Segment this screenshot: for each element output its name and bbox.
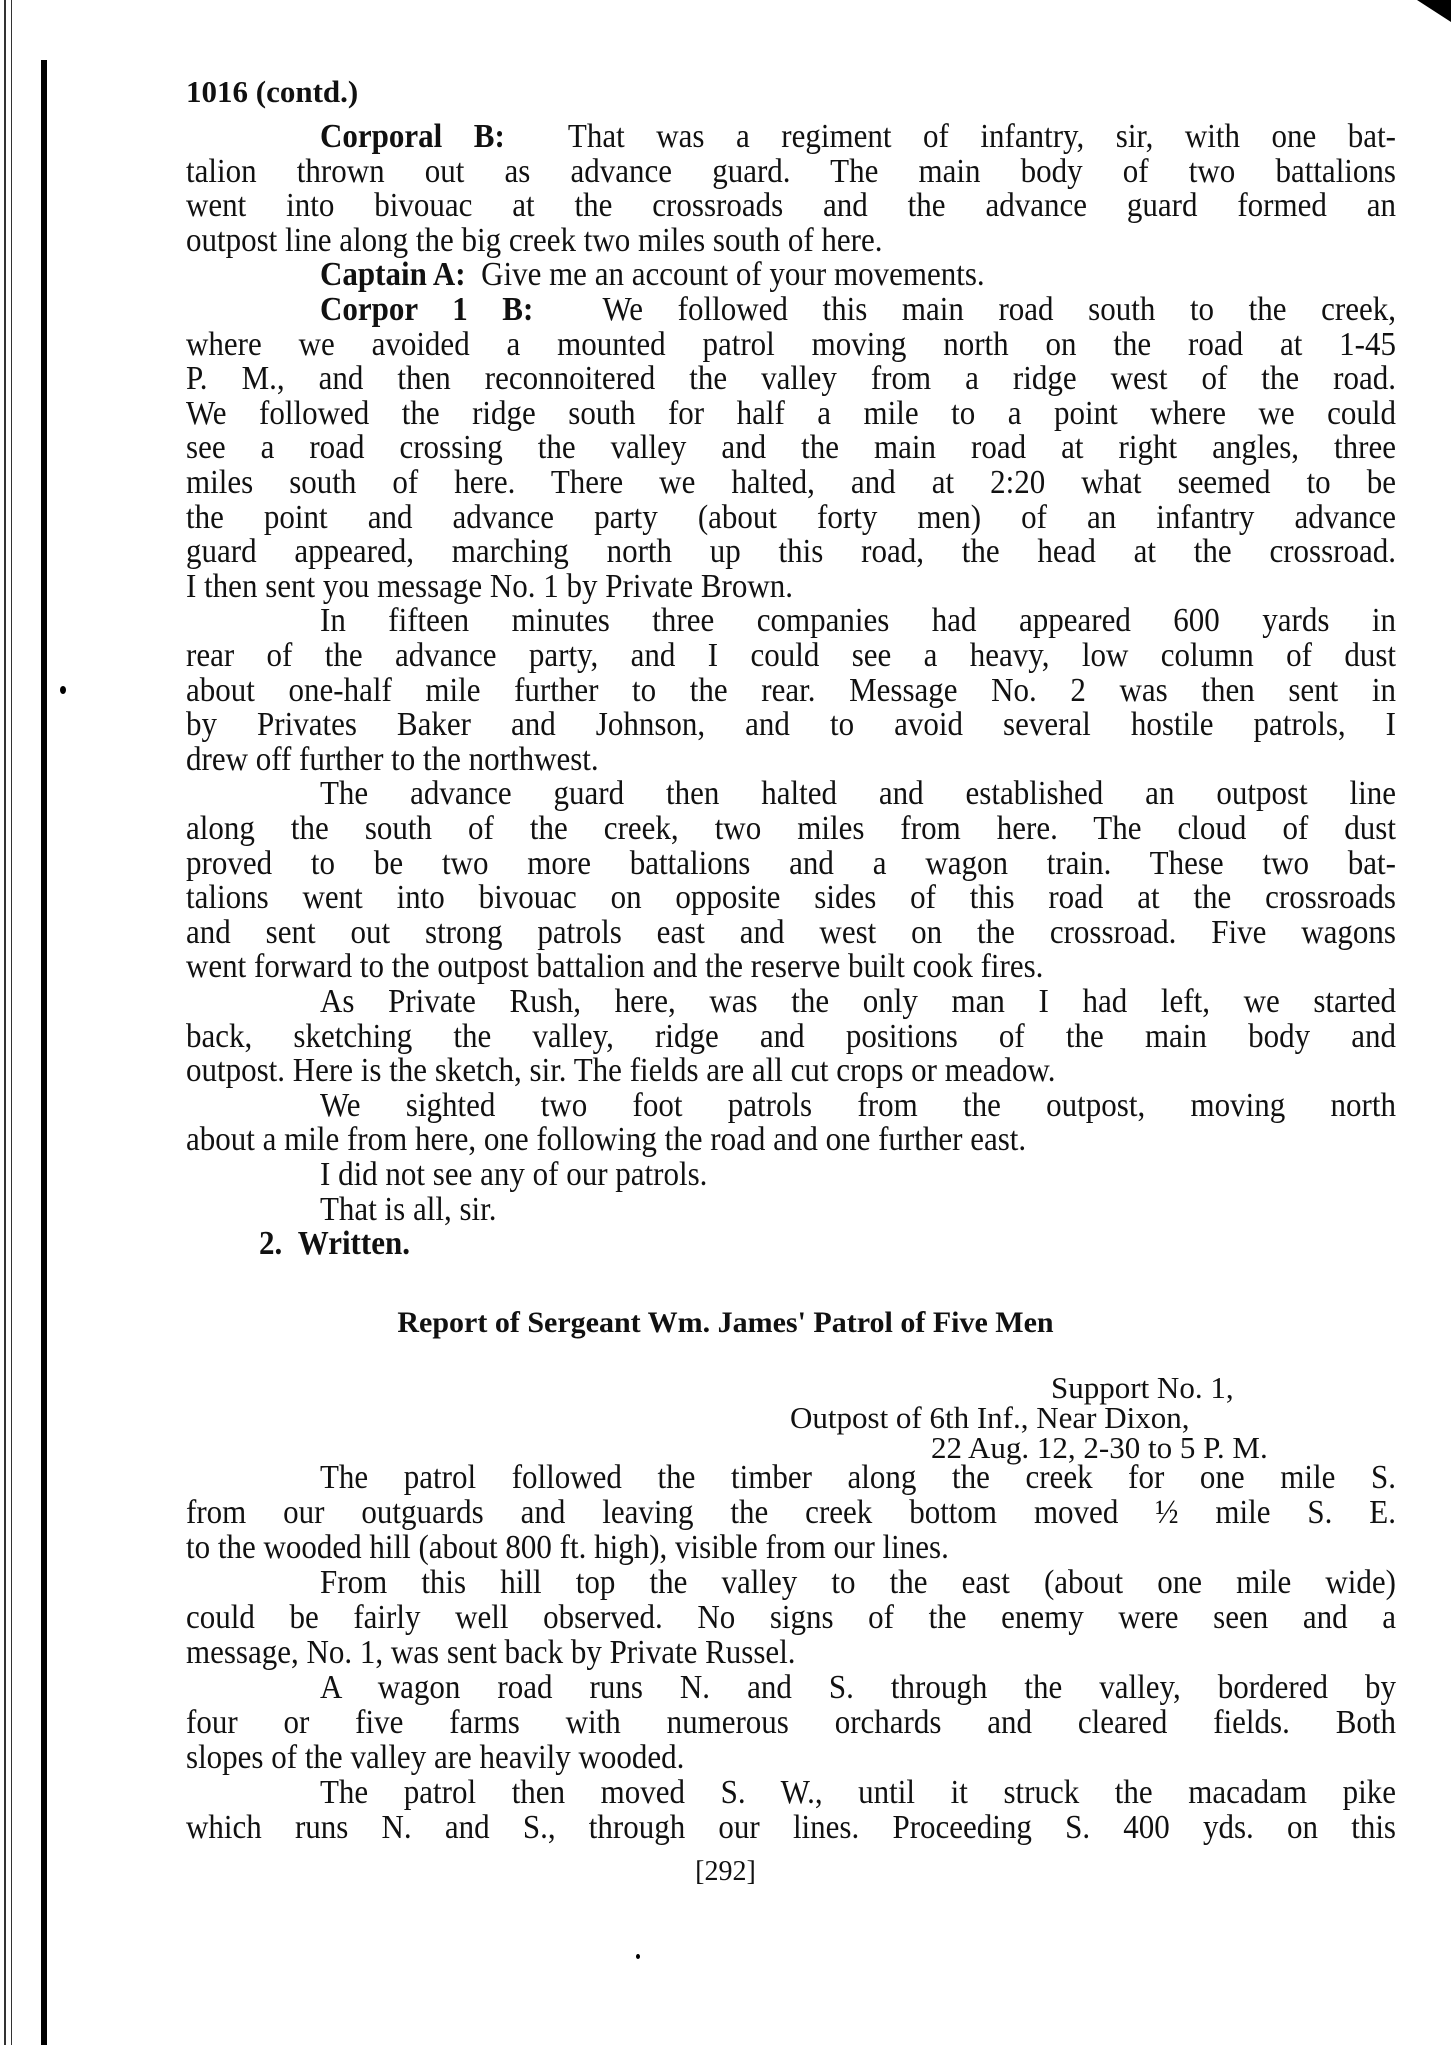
text-line xyxy=(186,948,1396,985)
line-text: outpost. Here is the sketch, sir. The fields are all cut crops or meadow. xyxy=(186,1050,1056,1089)
section-number: 1016 (contd.) xyxy=(186,74,359,109)
line-text: Give me an account of your movements. xyxy=(481,254,985,293)
corner-mark xyxy=(1417,0,1451,22)
text-line xyxy=(320,775,1396,812)
line-text: see a road crossing the valley and the main road at right angles, three xyxy=(186,427,1396,466)
text-line xyxy=(186,498,1396,535)
text-line xyxy=(186,394,1396,431)
line-text: I did not see any of our patrols. xyxy=(320,1154,708,1193)
line-text: That was a regiment of infantry, sir, with one bat- xyxy=(567,116,1397,155)
text-line: which runs N. and S., through our lines. Proceeding S. 400 yds. on this xyxy=(186,1807,1396,1846)
scan-speck xyxy=(636,1954,640,1959)
line-text: back, sketching the valley, ridge and positions of the main body and xyxy=(186,1016,1396,1054)
line-text: guard appeared, marching north up this road, the head at the crossroad. xyxy=(186,531,1396,570)
text-line xyxy=(186,429,1396,466)
line-text: went forward to the outpost battalion and the reserve built cook fires. xyxy=(186,946,1044,985)
text-line xyxy=(186,879,1396,916)
text-line xyxy=(186,187,1396,224)
text-line xyxy=(186,464,1396,501)
speaker-label: Corporal B: xyxy=(320,116,505,155)
text-line xyxy=(186,1121,1396,1158)
speaker-label: Corpor 1 B: xyxy=(320,289,534,328)
text-line: to the wooded hill (about 800 ft. high), visible from our lines. xyxy=(186,1527,949,1566)
text-line xyxy=(320,1156,1396,1193)
address-line: Support No. 1, xyxy=(1051,1370,1234,1405)
scan-edge-line xyxy=(11,0,12,2045)
text-line: From this hill top the valley to the east (about one mile wide) xyxy=(320,1562,1396,1601)
speaker-label: Captain A: xyxy=(320,254,466,293)
text-line xyxy=(320,291,1396,328)
line-text: about a mile from here, one following the road and one further east. xyxy=(186,1119,1027,1158)
text-line: The patrol followed the timber along the creek for one mile S. xyxy=(320,1457,1396,1496)
line-text: along the south of the creek, two miles from here. The cloud of dust xyxy=(186,808,1396,847)
line-text: outpost line along the big creek two miles south of here. xyxy=(186,220,883,259)
line-text: miles south of here. There we halted, and at 2:20 what seemed to be xyxy=(186,462,1396,501)
scan-speck xyxy=(60,686,66,694)
text-line xyxy=(320,602,1396,639)
item-2 xyxy=(259,1225,659,1262)
line-text: drew off further to the northwest. xyxy=(186,739,599,778)
line-text: rear of the advance party, and I could see a heavy, low column of dust xyxy=(186,635,1396,674)
item-number: 2. xyxy=(259,1223,283,1262)
line-text: We followed the ridge south for half a mile to a point where we could xyxy=(186,393,1396,432)
text-line xyxy=(186,913,1396,950)
text-line xyxy=(320,118,1396,155)
text-line: message, No. 1, was sent back by Private Russel. xyxy=(186,1632,796,1671)
binding-rule xyxy=(41,60,47,2045)
line-text: the point and advance party (about forty men) of an infantry advance xyxy=(186,497,1396,535)
report-title: Report of Sergeant Wm. James' Patrol of Five Men xyxy=(397,1306,1054,1339)
line-text: proved to be two more battalions and a wagon train. These two bat- xyxy=(186,843,1396,881)
text-line xyxy=(186,706,1396,743)
text-line xyxy=(320,1086,1396,1123)
line-text: P. M., and then reconnoitered the valley from a ridge west of the road. xyxy=(186,358,1396,397)
line-text: about one-half mile further to the rear. Message No. 2 was then sent in xyxy=(186,670,1396,708)
text-line: The patrol then moved S. W., until it struck the macadam pike xyxy=(320,1772,1396,1811)
text-line xyxy=(320,983,1396,1020)
text-line: could be fairly well observed. No signs of the enemy were seen and a xyxy=(186,1597,1396,1636)
text-line xyxy=(186,671,1396,708)
line-text: where we avoided a mounted patrol moving north on the road at 1-45 xyxy=(186,324,1396,362)
line-text: In fifteen minutes three companies had appeared 600 yards in xyxy=(320,600,1396,639)
text-line xyxy=(320,1190,1396,1227)
text-line xyxy=(186,533,1396,570)
address-line: Outpost of 6th Inf., Near Dixon, xyxy=(790,1400,1190,1435)
text-line: four or five farms with numerous orchards and cleared fields. Both xyxy=(186,1702,1396,1741)
text-line xyxy=(186,360,1396,397)
scan-edge-line xyxy=(4,0,6,2045)
line-text: We sighted two foot patrols from the outpost, moving north xyxy=(320,1085,1396,1124)
line-text: We followed this main road south to the creek, xyxy=(602,289,1396,328)
text-line xyxy=(186,810,1396,847)
line-text: went into bivouac at the crossroads and the advance guard formed an xyxy=(186,185,1396,224)
text-line: A wagon road runs N. and S. through the valley, bordered by xyxy=(320,1667,1396,1706)
text-line xyxy=(186,567,1396,604)
line-text: As Private Rush, here, was the only man I had left, we started xyxy=(320,981,1396,1020)
text-line: slopes of the valley are heavily wooded. xyxy=(186,1737,685,1776)
line-text: I then sent you message No. 1 by Private Brown. xyxy=(186,566,793,605)
text-line xyxy=(186,221,1396,258)
line-text: talion thrown out as advance guard. The main body of two battalions xyxy=(186,151,1396,189)
text-line xyxy=(186,1017,1396,1054)
text-line xyxy=(186,152,1396,189)
text-line xyxy=(186,637,1396,674)
page-number: [292] xyxy=(695,1856,756,1887)
text-line xyxy=(186,740,1396,777)
text-line xyxy=(186,1052,1396,1089)
line-text: by Privates Baker and Johnson, and to avoid several hostile patrols, I xyxy=(186,704,1396,743)
line-text: talions went into bivouac on opposite sides of this road at the crossroads xyxy=(186,877,1396,916)
line-text: and sent out strong patrols east and west on the crossroad. Five wagons xyxy=(186,912,1396,951)
line-text: That is all, sir. xyxy=(320,1189,497,1227)
item-label: Written. xyxy=(297,1223,410,1262)
address-line: 22 Aug. 12, 2-30 to 5 P. M. xyxy=(931,1430,1268,1465)
text-line: from our outguards and leaving the creek bottom moved ½ mile S. E. xyxy=(186,1492,1396,1531)
line-text: The advance guard then halted and established an outpost line xyxy=(320,773,1396,812)
text-line xyxy=(320,256,1396,293)
text-line xyxy=(186,844,1396,881)
text-line xyxy=(186,325,1396,362)
